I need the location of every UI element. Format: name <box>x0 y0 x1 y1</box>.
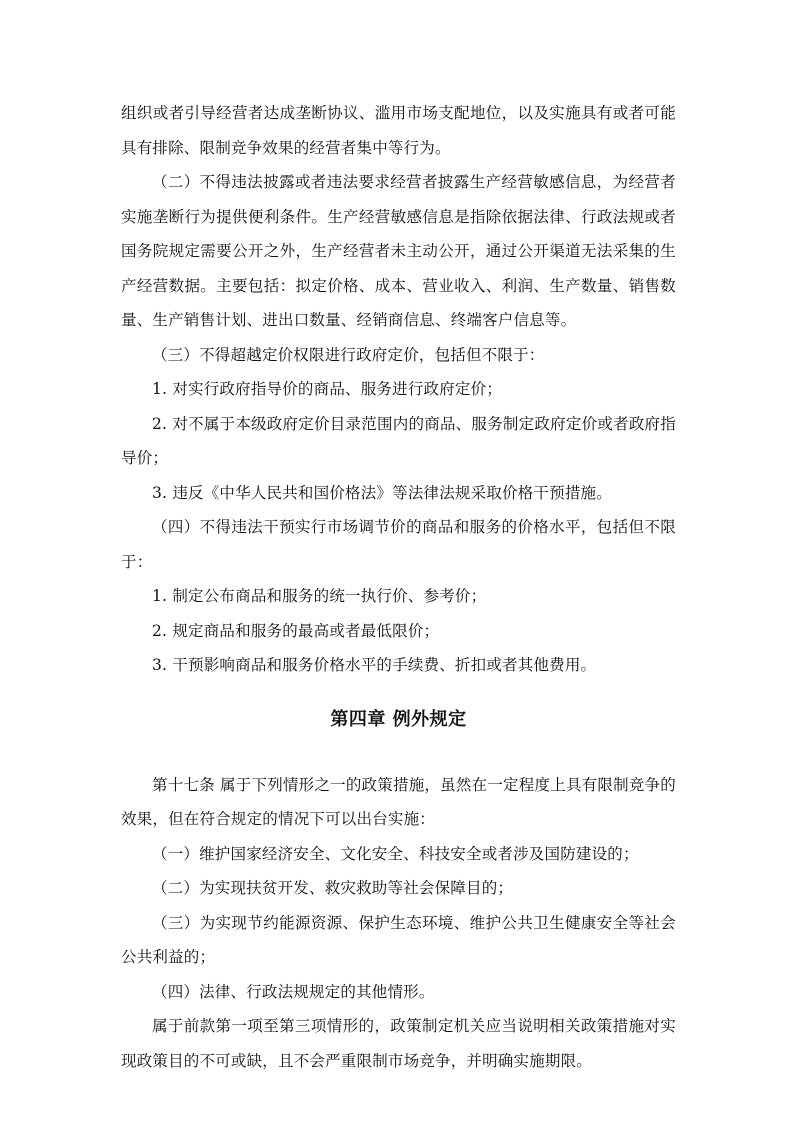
paragraph: 2. 对不属于本级政府定价目录范围内的商品、服务制定政府定价或者政府指导价； <box>121 414 676 467</box>
paragraph: 3. 干预影响商品和服务价格水平的手续费、折扣或者其他费用。 <box>152 656 597 674</box>
chapter-heading: 第四章 例外规定 <box>330 708 467 730</box>
paragraph: 1. 制定公布商品和服务的统一执行价、参考价； <box>152 587 487 605</box>
paragraph: （二）为实现扶贫开发、救灾救助等社会保障目的； <box>152 879 514 897</box>
paragraph: 2. 规定商品和服务的最高或者最低限价； <box>152 621 440 640</box>
paragraph: （四）法律、行政法规规定的其他情形。 <box>152 982 435 1001</box>
paragraph: （三）不得超越定价权限进行政府定价，包括但不限于： <box>152 345 545 364</box>
paragraph: （一）维护国家经济安全、文化安全、科技安全或者涉及国防建设的； <box>152 844 639 863</box>
paragraph: （二）不得违法披露或者违法要求经营者披露生产经营敏感信息，为经营者实施垄断行为提供便利条件。生产经营敏感信息是指除依据法律、行政法规或者国务院规定需要公开之外，生产经营者未主动公开，通过公开渠道无法采集的生产经营数据。主要包括：拟定价格、成本、营业收入、利润、生产数量、销售数量、生产销售计划、进出口数量、经销商信息、终端客户信息等。 <box>121 173 676 329</box>
document-body-before-chapter <box>121 96 676 683</box>
document-page <box>121 96 676 1078</box>
paragraph: 第十七条 属于下列情形之一的政策措施，虽然在一定程度上具有限制竞争的效果，但在符合规定的情况下可以出台实施： <box>121 775 676 828</box>
paragraph: （三）为实现节约能源资源、保护生态环境、维护公共卫生健康安全等社会公共利益的； <box>121 913 676 966</box>
paragraph: 1. 对实行政府指导价的商品、服务进行政府定价； <box>152 380 503 398</box>
paragraph: （四）不得违法干预实行市场调节价的商品和服务的价格水平，包括但不限于： <box>121 518 676 571</box>
paragraph: 属于前款第一项至第三项情形的，政策制定机关应当说明相关政策措施对实现政策目的不可或缺，且不会严重限制市场竞争，并明确实施期限。 <box>121 1017 676 1070</box>
document-body-after-chapter <box>121 768 676 1079</box>
paragraph: 组织或者引导经营者达成垄断协议、滥用市场支配地位，以及实施具有或者可能具有排除、限制竞争效果的经营者集中等行为。 <box>121 104 676 157</box>
paragraph: 3. 违反《中华人民共和国价格法》等法律法规采取价格干预措施。 <box>152 483 612 502</box>
